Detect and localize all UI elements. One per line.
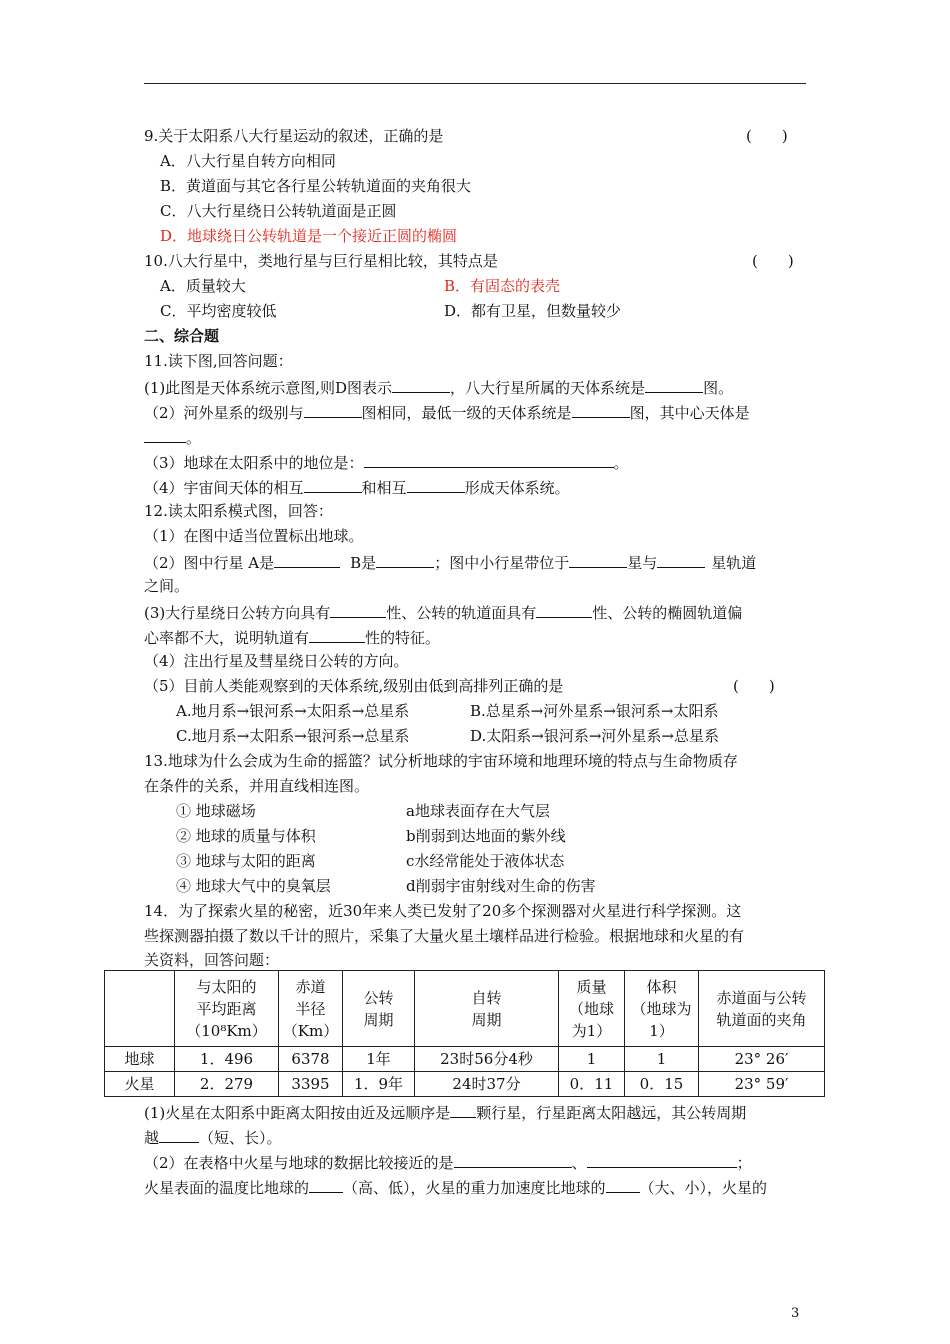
q11-stem: 11.读下图,回答问题： [144,352,293,370]
table-cell: 6378 [279,1047,343,1072]
table-header-cell: 赤道面与公转 轨道面的夹角 [699,971,825,1047]
blank [454,1151,572,1168]
blank [536,601,592,618]
q14-line2: （2）在表格中火星与地球的数据比较接近的是 、 ； [144,1151,752,1173]
q10-option-a: A．质量较大 [160,277,246,295]
q14-line1: (1)火星在太阳系中距离太阳按由近及远顺序是 颗行星，行星距离太阳越远，其公转周期 [144,1101,746,1123]
q13-stem-cont: 在条件的关系，并用直线相连图。 [144,777,370,795]
blank [606,1176,640,1193]
q14-line3: 火星表面的温度比地球的 （高、低），火星的重力加速度比地球的 （大、小），火星的 [144,1176,767,1198]
q11-line1: (1)此图是天体系统示意图,则D图表示 ，八大行星所属的天体系统是 图。 [144,376,733,398]
table-cell: 0．11 [559,1072,625,1097]
table-cell: 2．279 [175,1072,279,1097]
q13-right-item: a地球表面存在大气层 [406,802,550,820]
table-cell: 1 [625,1047,699,1072]
q13-right-item: d削弱宇宙射线对生命的伤害 [406,877,596,895]
q9-option-b: B．黄道面与其它各行星公转轨道面的夹角很大 [160,177,472,195]
q12-line4: （4）注出行星及彗星绕日公转的方向。 [144,652,409,670]
q14-stem: 14．为了探索火星的秘密，近30年来人类已发射了20多个探测器对火星进行科学探测。这 [144,902,742,920]
table-cell: 1．9年 [343,1072,415,1097]
q13-left-item: ③ 地球与太阳的距离 [176,852,316,870]
q9-stem: 9.关于太阳系八大行星运动的叙述，正确的是 [144,127,444,145]
table-cell: 1．496 [175,1047,279,1072]
q12-line3-cont: 心率都不大，说明轨道有 性的特征。 [144,626,440,648]
q9-option-d-answer: D．地球绕日公转轨道是一个接近正圆的椭圆 [160,227,458,245]
q12-line2: （2）图中行星 A是 B是 ；图中小行星带位于 星与 星轨道 [144,551,756,573]
q12-line3: (3)大行星绕日公转方向具有 性、公转的轨道面具有 性、公转的椭圆轨道偏 [144,601,742,623]
blank [569,551,627,568]
page-number: 3 [791,1306,800,1321]
q12-option-c: C.地月系→太阳系→银河系→总星系 [176,727,410,745]
q13-right-item: c水经常能处于液体状态 [406,852,565,870]
q10-answer-paren: ( ) [752,252,794,270]
blank [144,426,186,443]
q13-right-item: b削弱到达地面的紫外线 [406,827,566,845]
q13-left-item: ④ 地球大气中的臭氧层 [176,877,331,895]
blank [376,551,434,568]
q13-left-item: ② 地球的质量与体积 [176,827,316,845]
q11-line3: （3）地球在太阳系中的地位是： 。 [144,451,629,473]
q13-left-item: ① 地球磁场 [176,802,256,820]
q9-option-a: A．八大行星自转方向相同 [160,152,336,170]
q10-stem: 10.八大行星中，类地行星与巨行星相比较，其特点是 [144,252,498,270]
header-rule [144,83,806,84]
q13-stem: 13.地球为什么会成为生命的摇篮？试分析地球的宇宙环境和地理环境的特点与生命物质存 [144,752,738,770]
table-row [105,1072,825,1097]
section-heading: 二、综合题 [144,327,220,345]
table-cell: 23° 59′ [699,1072,825,1097]
q12-line5: （5）目前人类能观察到的天体系统,级别由低到高排列正确的是 [144,677,564,695]
q14-stem-cont: 些探测器拍摄了数以千计的照片，采集了大量火星土壤样品进行检验。根据地球和火星的有 [144,927,745,945]
planet-data-table [104,970,825,1097]
table-row [105,1047,825,1072]
blank [450,1101,476,1118]
table-cell: 23° 26′ [699,1047,825,1072]
table-cell: 3395 [279,1072,343,1097]
blank [159,1126,199,1143]
q11-line2-cont: 。 [144,426,201,448]
table-header-cell [105,971,175,1047]
table-header-cell: 质量 （地球 为1） [559,971,625,1047]
table-cell: 24时37分 [415,1072,559,1097]
blank [572,401,630,418]
q11-line2: （2）河外星系的级别与 图相同，最低一级的天体系统是 图，其中心天体是 [144,401,750,423]
table-cell: 23时56分4秒 [415,1047,559,1072]
blank [274,551,340,568]
blank [304,401,362,418]
q10-option-b-answer: B．有固态的表壳 [444,277,561,295]
blank [407,476,465,493]
q9-answer-paren: ( ) [746,127,788,145]
q12-answer-paren: ( ) [733,677,775,695]
q14-line1-cont: 越 （短、长）。 [144,1126,282,1148]
blank [645,376,703,393]
q14-stem-cont: 关资料，回答问题： [144,951,280,969]
q10-option-c: C．平均密度较低 [160,302,277,320]
table-cell: 1 [559,1047,625,1072]
table-cell: 0．15 [625,1072,699,1097]
q12-option-b: B.总星系→河外星系→银河系→太阳系 [470,702,719,720]
blank [392,376,450,393]
blank [364,451,614,468]
q12-option-a: A.地月系→银河系→太阳系→总星系 [176,702,410,720]
table-cell: 1年 [343,1047,415,1072]
blank [587,1151,737,1168]
q9-option-c: C．八大行星绕日公转轨道面是正圆 [160,202,397,220]
q11-line4: （4）宇宙间天体的相互 和相互 形成天体系统。 [144,476,570,498]
table-header-cell: 体积 （地球为 1） [625,971,699,1047]
table-header-row [105,971,825,1047]
q12-stem: 12.读太阳系模式图，回答： [144,502,333,520]
table-header-cell: 赤道 半径 （Km） [279,971,343,1047]
table-header-cell: 与太阳的 平均距离 （10⁸Km） [175,971,279,1047]
q12-line1: （1）在图中适当位置标出地球。 [144,527,364,545]
blank [304,476,362,493]
blank [657,551,705,568]
blank [309,1176,343,1193]
q10-option-d: D．都有卫星，但数量较少 [444,302,622,320]
blank [330,601,386,618]
q12-option-d: D.太阳系→银河系→河外星系→总星系 [470,727,719,745]
table-cell: 火星 [105,1072,175,1097]
table-cell: 地球 [105,1047,175,1072]
q12-line2-cont: 之间。 [144,577,190,595]
table-header-cell: 公转 周期 [343,971,415,1047]
table-header-cell: 自转 周期 [415,971,559,1047]
blank [309,626,365,643]
